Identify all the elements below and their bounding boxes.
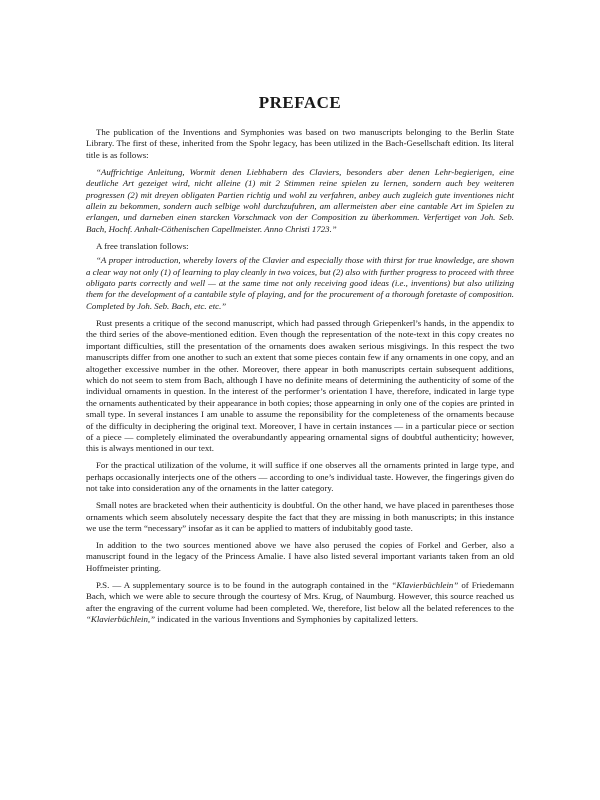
page-title: PREFACE xyxy=(258,93,342,112)
paragraph-small-notes: Small notes are bracketed when their authenticity is doubtful. On the other hand, we have placed in parentheses those ornaments which seem absolutely necessary despite the fact that they are missing in both manuscripts; in this instance we use the term “necessary” insofar as it can be applied to matters of indubitably good taste. xyxy=(86,500,514,533)
paragraph-german-title: “Auffrichtige Anleitung, Wormit denen Liebhabern des Claviers, besonders aber denen Lehr-begierigen, eine deutliche Art gezeiget wird, nicht alleine (1) mit 2 Stimmen reine spielen zu lernen, sondern auch bey weiteren progressen (2) mit dreyen obligaten Partien richtig und wohl zu verfahren, anbey auch zugleich gute inventiones nicht allein zu bekommen, sondern auch selbige wohl durchzufuhren, am allermeisten aber eine cantable Art im Spielen zu erlangen, und darneben einen starcken Vorschmack von der Composition zu überkommen. Verfertiget von Joh. Seb. Bach, Hochf. Anhalt-Cöthenischen Capellmeister. Anno Christi 1723.” xyxy=(86,166,514,234)
postscript-klavierbuchlein-2: “Klavierbüchlein,” xyxy=(86,614,156,624)
paragraph-postscript xyxy=(86,580,514,626)
postscript-klavierbuchlein-1: “Klavierbüchlein” xyxy=(391,579,459,590)
preface-body xyxy=(86,127,514,631)
paragraph-english-translation: “A proper introduction, whereby lovers of the Clavier and especially those with thirst for true knowledge, are shown a clear way not only (1) of learning to play cleanly in two voices, but (2) also with further progress to proceed with three obligato parts correctly and well — at the same time not only receiving good ideas (i.e., inventions) but also utilizing them for the development of a cantabile style of playing, and for the procurement of a thorough foretaste of composition. Completed by Joh. Seb. Bach, etc. etc.” xyxy=(86,255,514,311)
postscript-text-1: P.S. — A supplementary source is to be found in the autograph contained in the xyxy=(96,579,392,590)
paragraph-rust-critique: Rust presents a critique of the second manuscript, which had passed through Griepenkerl’s hands, in the appendix to the third series of the above-mentioned edition. Even though the representation of the note-text in this copy creates no important difficulties, still the presentation of the ornaments does awaken serious misgivings. In this respect the two manuscripts differ from one another to such an extent that some pieces contain few if any ornaments in one copy, and an altogether excessive number in the other. Moreover, there appear in both manuscripts certain subsequent additions, which do not seem to stem from Bach, although I have no definite means of determining the authenticity of some of the individual ornaments in question. In the interest of the performer’s orientation I have, therefore, indicated in large type the ornaments authenticated by their appearance in both copies; those appearning in only one of the copies are printed in small type. In several instances I am unable to assume the reponsibility for the completeness of the ornaments because of the difficulty in deciphering the original text. Moreover, I have in certain instances — in a particular piece or section of a piece — completely eliminated the overabundantly appearing ornamental signs of doubtful authenticity; however, this is always mentioned in our text. xyxy=(86,317,514,454)
paragraph-sources: The publication of the Inventions and Symphonies was based on two manuscripts belonging to the Berlin State Library. The first of these, inherited from the Spohr legacy, has been utilized in the Bach-Gesellschaft edition. Its literal title is as follows: xyxy=(86,127,514,160)
postscript-text-2: of Friedemann Bach, which we were able to secure through the courtesy of Mrs. Krug, of Naumburg. However, this source reached us after the engraving of the current volume had been completed. We, therefore, list below all the belated references to the xyxy=(86,579,514,613)
paragraph-translation-intro: A free translation follows: xyxy=(96,240,189,251)
paragraph-additional-sources: In addition to the two sources mentioned above we have also perused the copies of Forkel and Gerber, also a manuscript found in the legacy of the Princess Amalie. I have also listed several important variants taken from an old Hoffmeister printing. xyxy=(86,539,514,573)
postscript-text-3: indicated in the various Inventions and Symphonies by capitalized letters. xyxy=(155,614,419,624)
paragraph-practical-use: For the practical utilization of the volume, it will suffice if one observes all the ornaments printed in large type, and perhaps occasionally interjects one of the others — according to one’s individual taste. However, the fingerings given do not take into consideration any of the ornaments in the latter category. xyxy=(86,460,514,494)
